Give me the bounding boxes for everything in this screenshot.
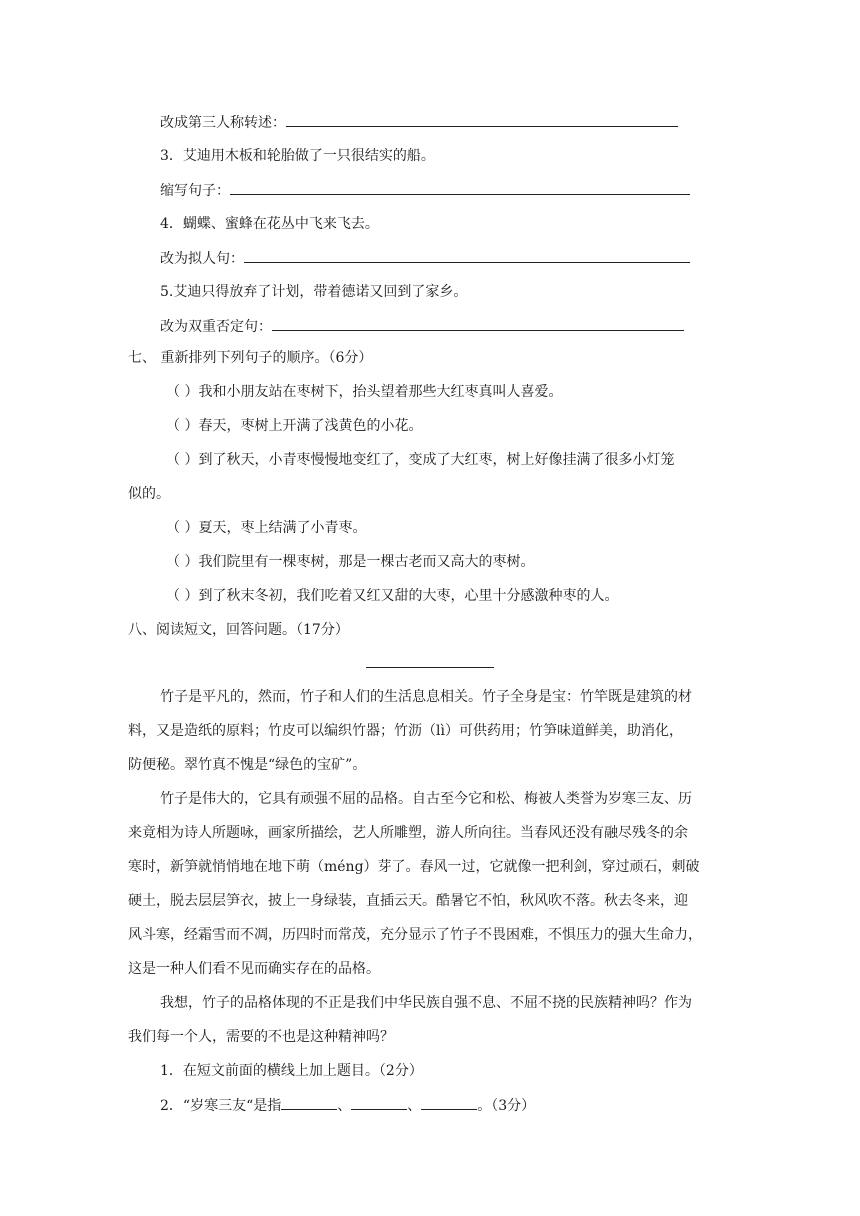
reading-question-2	[160, 1095, 535, 1116]
separator: 、	[337, 1098, 352, 1114]
passage-line-8: 风斗寒，经霜雪而不凋，历四时而常茂，充分显示了竹子不畏困难，不惧压力的强大生命力，	[128, 927, 702, 943]
answer-blank[interactable]	[230, 180, 690, 195]
passage-line-6: 寒时，新笋就悄悄地在地下萌（méng）芽了。春风一过，它就像一把利剑，穿过顽石，刺破	[128, 859, 700, 875]
condense-sentence-line	[160, 180, 690, 201]
question-4: 4．蝴蝶、蜜蜂在花丛中飞来飞去。	[160, 216, 379, 232]
question-text: 2．“岁寒三友“是指	[160, 1098, 282, 1114]
answer-blank[interactable]	[286, 112, 678, 127]
order-item-1: （ ）我和小朋友站在枣树下，抬头望着那些大红枣真叫人喜爱。	[166, 384, 563, 400]
question-3: 3．艾迪用木板和轮胎做了一只很结实的船。	[160, 148, 435, 164]
prompt-label: 改为双重否定句：	[160, 319, 272, 335]
passage-line-5: 来竟相为诗人所题咏，画家所描绘，艺人所雕塑，游人所向往。当春风还没有融尽残冬的余	[128, 825, 688, 841]
answer-blank[interactable]	[244, 248, 690, 263]
passage-line-3: 防便秘。翠竹真不愧是“绿色的宝矿”。	[128, 757, 367, 773]
answer-blank-2[interactable]	[351, 1095, 407, 1110]
order-item-5: （ ）我们院里有一棵枣树，那是一棵古老而又高大的枣树。	[166, 554, 535, 570]
double-negative-line	[160, 316, 684, 337]
separator: 、	[407, 1098, 422, 1114]
question-points: 。（3分）	[477, 1098, 536, 1114]
passage-line-4: 竹子是伟大的，它具有顽强不屈的品格。自古至今它和松、梅被人类誉为岁寒三友、历	[160, 791, 692, 807]
prompt-label: 改成第三人称转述：	[160, 115, 286, 131]
passage-line-2: 料，又是造纸的原料；竹皮可以编织竹器；竹沥（lì）可供药用；竹笋味道鲜美，助消化，	[128, 723, 683, 739]
order-item-4: （ ）夏天，枣上结满了小青枣。	[166, 520, 367, 536]
question-5: 5.艾迪只得放弃了计划，带着德诺又回到了家乡。	[160, 284, 468, 300]
passage-line-11: 我们每一个人，需要的不也是这种精神吗？	[128, 1029, 394, 1045]
section-7-heading: 七、 重新排列下列句子的顺序。（6分）	[128, 350, 373, 366]
passage-line-1: 竹子是平凡的，然而，竹子和人们的生活息息相关。竹子全身是宝：竹竿既是建筑的材	[160, 689, 692, 705]
order-item-2: （ ）春天，枣树上开满了浅黄色的小花。	[166, 418, 423, 434]
order-item-6: （ ）到了秋末冬初，我们吃着又红又甜的大枣，心里十分感激种枣的人。	[166, 588, 619, 604]
passage-line-7: 硬土，脱去层层笋衣，披上一身绿装，直插云天。酷暑它不怕，秋风吹不落。秋去冬来，迎	[128, 893, 688, 909]
answer-blank[interactable]	[272, 316, 684, 331]
section-8-heading: 八、阅读短文，回答问题。（17分）	[128, 622, 349, 638]
passage-line-9: 这是一种人们看不见而确实存在的品格。	[128, 961, 380, 977]
answer-blank-1[interactable]	[281, 1095, 337, 1110]
order-item-3: （ ）到了秋天，小青枣慢慢地变红了，变成了大红枣，树上好像挂满了很多小灯笼	[166, 452, 675, 468]
prompt-label: 改为拟人句：	[160, 251, 244, 267]
rewrite-third-person-line	[160, 112, 678, 133]
passage-line-10: 我想，竹子的品格体现的不正是我们中华民族自强不息、不屈不挠的民族精神吗？作为	[160, 995, 692, 1011]
answer-blank-3[interactable]	[421, 1095, 477, 1110]
reading-question-1: 1．在短文前面的横线上加上题目。（2分）	[160, 1063, 423, 1079]
prompt-label: 缩写句子：	[160, 183, 230, 199]
personification-line	[160, 248, 690, 269]
title-blank[interactable]	[366, 667, 494, 668]
order-item-3-continued: 似的。	[128, 486, 170, 502]
